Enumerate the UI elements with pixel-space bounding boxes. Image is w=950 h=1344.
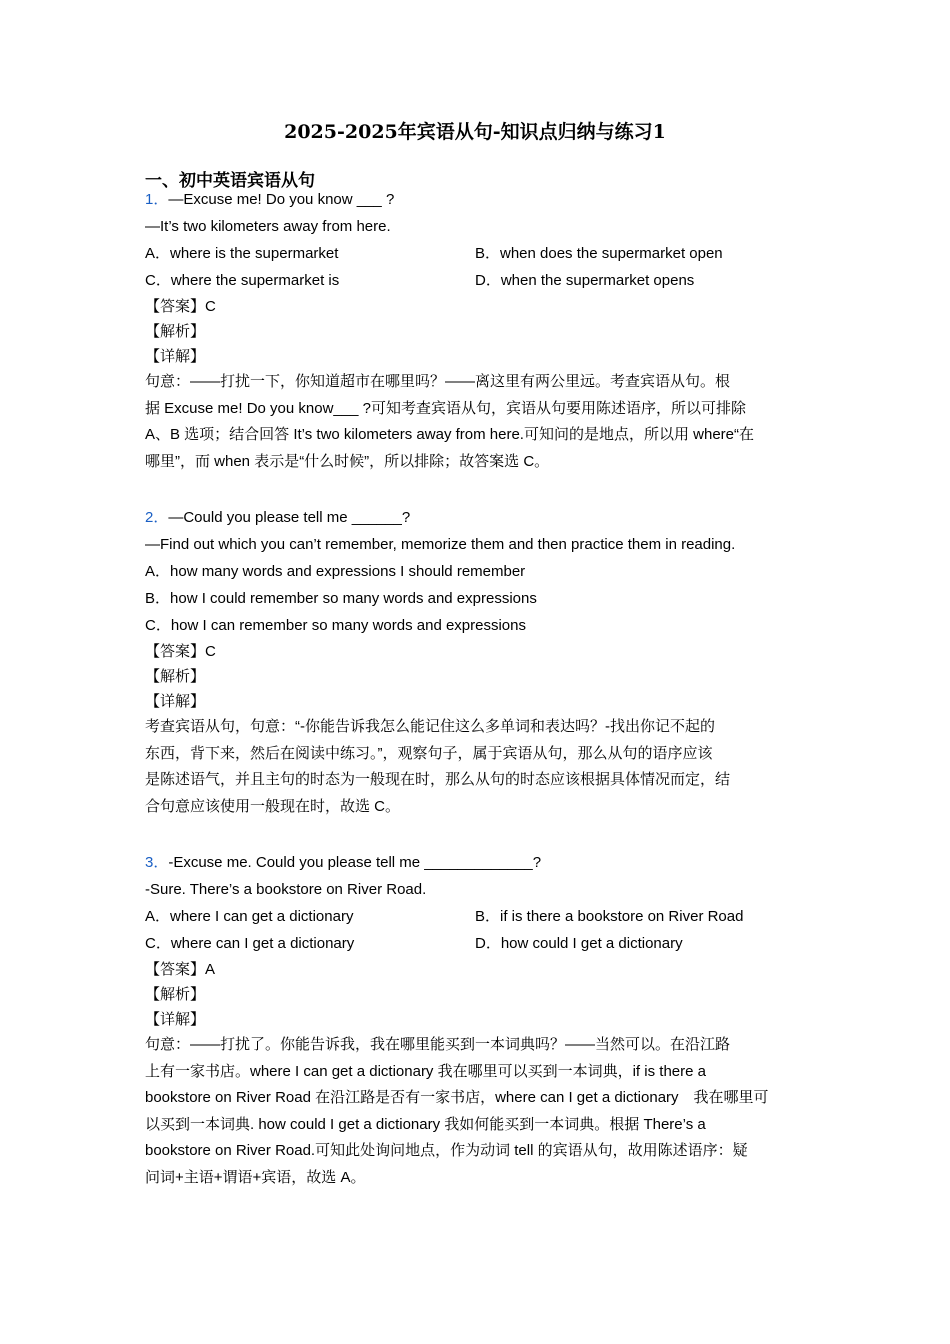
option-row — [145, 903, 805, 930]
answer-value: C — [205, 298, 216, 315]
answer-value: C — [205, 643, 216, 660]
question-1 — [145, 186, 805, 475]
answer-line: 【答案】C — [145, 298, 216, 315]
option-a: A．where I can get a dictionary — [145, 908, 354, 925]
question-2 — [145, 504, 805, 820]
question-stem: 3．-Excuse me. Could you please tell me _____________? — [145, 854, 542, 871]
option-b: B．if is there a bookstore on River Road — [475, 908, 744, 925]
option-row — [145, 930, 805, 957]
answer-line: 【答案】C — [145, 643, 216, 660]
option-b: B．how I could remember so many words and expressions — [145, 590, 537, 607]
answer-value: A — [205, 961, 216, 978]
option-row — [145, 267, 805, 294]
explanation: 句意：——打扰了。你能告诉我，我在哪里能买到一本词典吗？——当然可以。在沿江路 上有一家书店。where I can get a dictionary 我在哪里可以买到一本词典，if is there a bookstore on River Road 在沿江路是否有一家书店，where can I get a dictionary 我在哪里可 以买到一本词典. how could I get a dictionary 我如何能买到一本词典。根据 There’s a bookstore on River Road.可知此处询问地点，作为动词 tell 的宾语从句，故用陈述语序：疑 问词+主语+谓语+宾语，故选 A。 — [145, 1036, 769, 1186]
analysis-label: 【解析】 — [145, 986, 206, 1003]
question-reply: -Sure. There’s a bookstore on River Road. — [145, 881, 427, 898]
answer-line: 【答案】A — [145, 961, 216, 978]
question-number: 2． — [145, 509, 169, 526]
detail-label: 【详解】 — [145, 1011, 206, 1028]
option-d: D．how could I get a dictionary — [475, 935, 683, 952]
explanation: 句意：——打扰一下，你知道超市在哪里吗？——离这里有两公里远。考查宾语从句。根 据 Excuse me! Do you know___ ?可知考查宾语从句，宾语从句要用陈述语序，所以可排除 A、B 选项；结合回答 It’s two kilometers away from here.可知问的是地点，所以用 where“在 哪里”，而 when 表示是“什么时候”，所以排除；故答案选 C。 — [145, 373, 754, 470]
option-c: C．where the supermarket is — [145, 272, 340, 289]
question-stem: 2．—Could you please tell me ______? — [145, 509, 411, 526]
option-a: A．where is the supermarket — [145, 245, 339, 262]
document-body — [145, 186, 805, 1191]
detail-label: 【详解】 — [145, 693, 206, 710]
analysis-label: 【解析】 — [145, 668, 206, 685]
option-b: B．when does the supermarket open — [475, 245, 723, 262]
document-title: 2025-2025年宾语从句-知识点归纳与练习1 — [284, 121, 666, 143]
analysis-label: 【解析】 — [145, 323, 206, 340]
option-d: D．when the supermarket opens — [475, 272, 695, 289]
question-stem: 1．—Excuse me! Do you know ___ ? — [145, 191, 395, 208]
question-number: 1． — [145, 191, 169, 208]
question-reply: —Find out which you can’t remember, memorize them and then practice them in reading. — [145, 536, 736, 553]
question-number: 3． — [145, 854, 169, 871]
option-a: A．how many words and expressions I should remember — [145, 563, 526, 580]
option-row — [145, 240, 805, 267]
section-heading: 一、初中英语宾语从句 — [145, 171, 315, 191]
question-3 — [145, 849, 805, 1191]
explanation: 考查宾语从句，句意：“-你能告诉我怎么能记住这么多单词和表达吗？-找出你记不起的 东西，背下来，然后在阅读中练习。”，观察句子，属于宾语从句，那么从句的语序应该 是陈述语气，并且主句的时态为一般现在时，那么从句的时态应该根据具体情况而定，结 合句意应该使用一般现在时，故选 C。 — [145, 718, 731, 815]
option-c: C．how I can remember so many words and expressions — [145, 617, 526, 634]
question-reply: —It’s two kilometers away from here. — [145, 218, 391, 235]
detail-label: 【详解】 — [145, 348, 206, 365]
option-c: C．where can I get a dictionary — [145, 935, 355, 952]
